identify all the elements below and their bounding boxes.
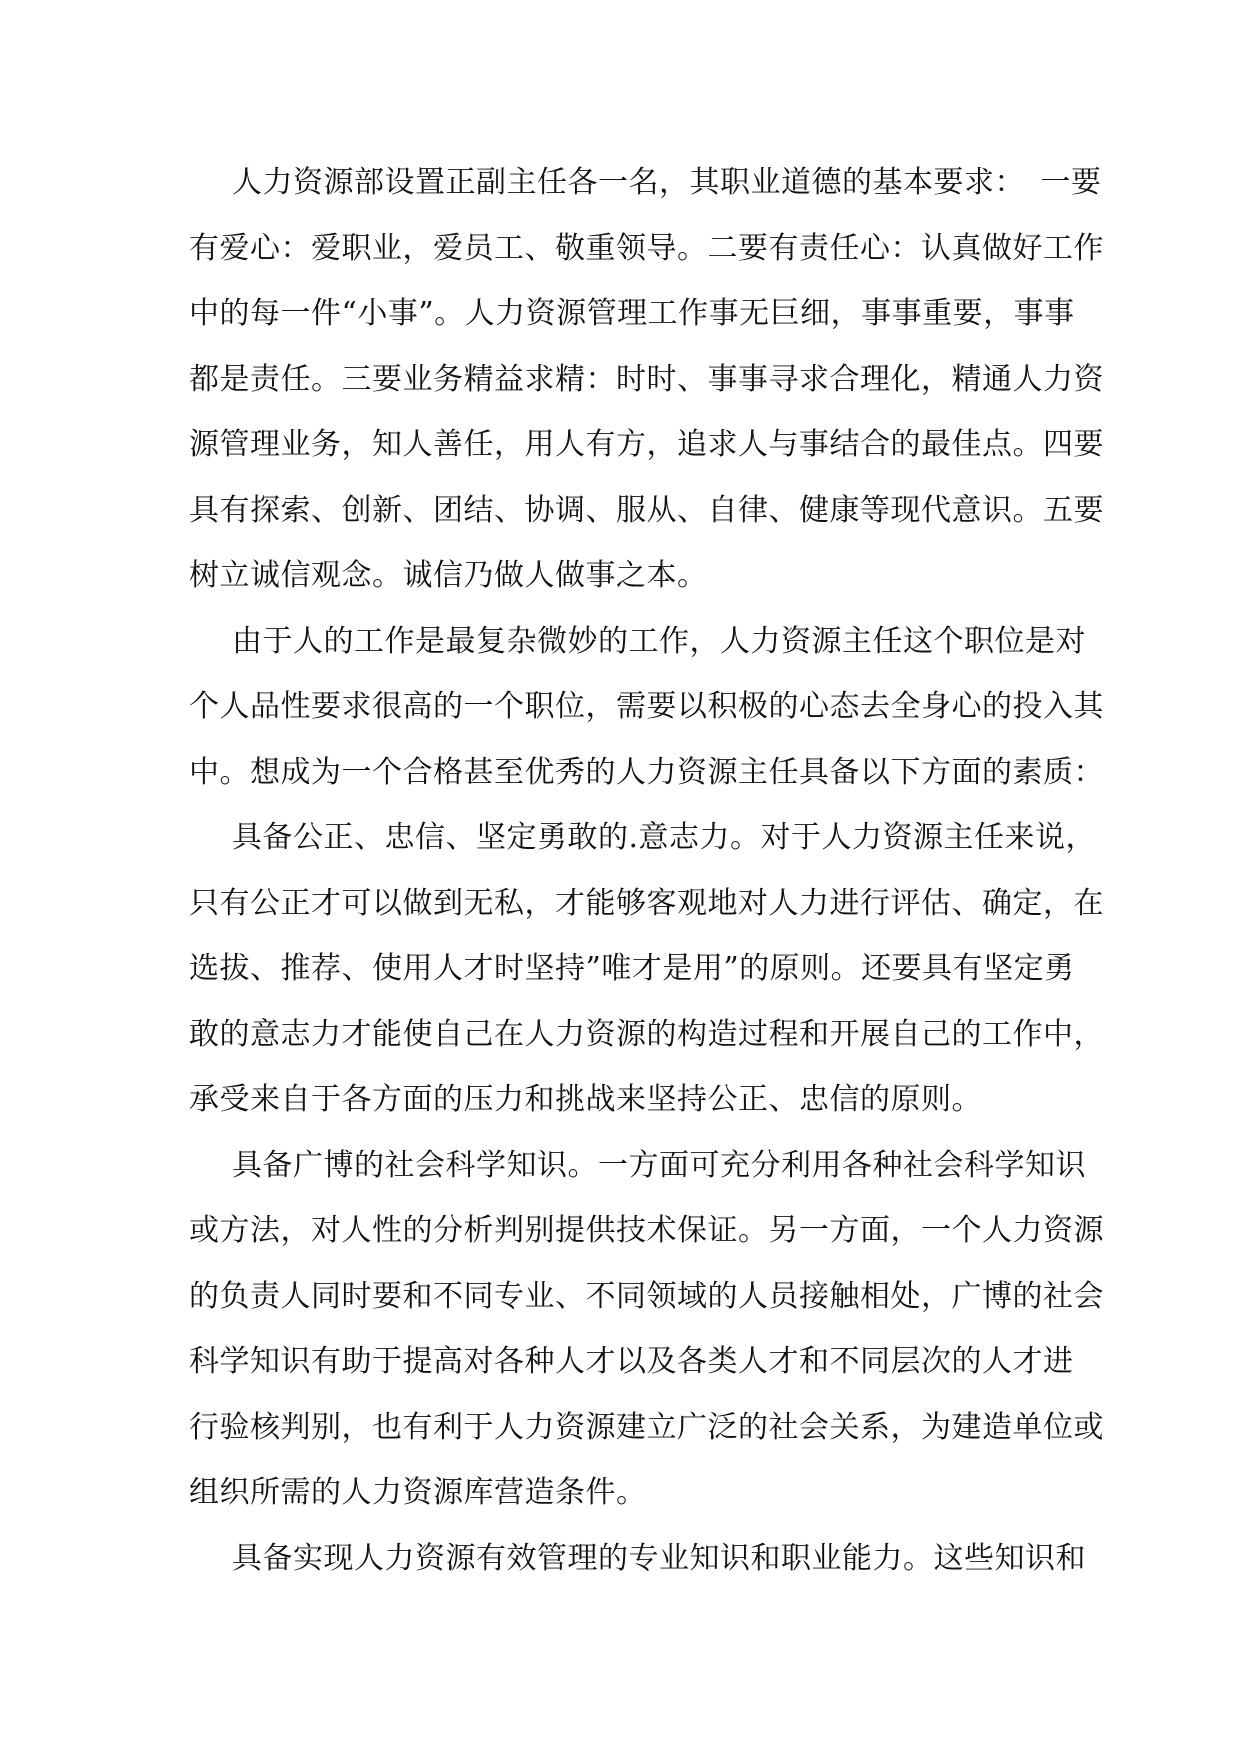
paragraph-2 <box>189 609 1104 806</box>
text-line: 有爱心：爱职业，爱员工、敬重领导。二要有责任心：认真做好工作 <box>189 230 1104 266</box>
text-line: 个人品性要求很高的一个职位，需要以积极的心态去全身心的投入其 <box>189 689 1104 724</box>
text-line: 源管理业务，知人善任，用人有方，追求人与事结合的最佳点。四要 <box>189 427 1104 462</box>
text-line: 选拔、推荐、使用人才时坚持”唯才是用”的原则。还要具有坚定勇 <box>189 951 1075 986</box>
paragraph-3 <box>189 805 1104 1133</box>
text-line: 敢的意志力才能使自己在人力资源的构造过程和开展自己的工作中， <box>189 1016 1104 1052</box>
text-line: 具备广博的社会科学知识。一方面可充分利用各种社会科学知识 <box>232 1147 1086 1183</box>
text-line: 人力资源部设置正副主任各一名，其职业道德的基本要求： 一要 <box>232 165 1102 200</box>
text-line: 具有探索、创新、团结、协调、服从、自律、健康等现代意识。五要 <box>189 492 1104 528</box>
text-line: 或方法，对人性的分析判别提供技术保证。另一方面，一个人力资源 <box>189 1213 1104 1248</box>
text-line: 由于人的工作是最复杂微妙的工作，人力资源主任这个职位是对 <box>232 623 1086 659</box>
text-line: 行验核判别，也有利于人力资源建立广泛的社会关系，为建造单位或 <box>189 1409 1104 1445</box>
paragraph-5 <box>189 1526 1086 1592</box>
text-line: 都是责任。三要业务精益求精：时时、事事寻求合理化，精通人力资 <box>189 361 1104 397</box>
text-line: 组织所需的人力资源库营造条件。 <box>189 1475 647 1510</box>
text-line: 具备公正、忠信、坚定勇敢的.意志力。对于人力资源主任来说， <box>232 820 1097 855</box>
document-body <box>189 150 1104 1591</box>
text-line: 科学知识有助于提高对各种人才以及各类人才和不同层次的人才进 <box>189 1344 1074 1379</box>
paragraph-4 <box>189 1133 1104 1526</box>
text-line: 树立诚信观念。诚信乃做人做事之本。 <box>189 558 708 593</box>
text-line: 中。想成为一个合格甚至优秀的人力资源主任具备以下方面的素质： <box>189 754 1104 790</box>
text-line: 只有公正才可以做到无私，才能够客观地对人力进行评估、确定，在 <box>189 885 1104 921</box>
text-line: 的负责人同时要和不同专业、不同领域的人员接触相处，广博的社会 <box>189 1278 1104 1314</box>
text-line: 承受来自于各方面的压力和挑战来坚持公正、忠信的原则。 <box>189 1082 982 1117</box>
text-line: 中的每一件“小事”。人力资源管理工作事无巨细，事事重要，事事 <box>189 296 1075 331</box>
paragraph-1 <box>189 150 1104 609</box>
text-line: 具备实现人力资源有效管理的专业知识和职业能力。这些知识和 <box>232 1540 1086 1576</box>
